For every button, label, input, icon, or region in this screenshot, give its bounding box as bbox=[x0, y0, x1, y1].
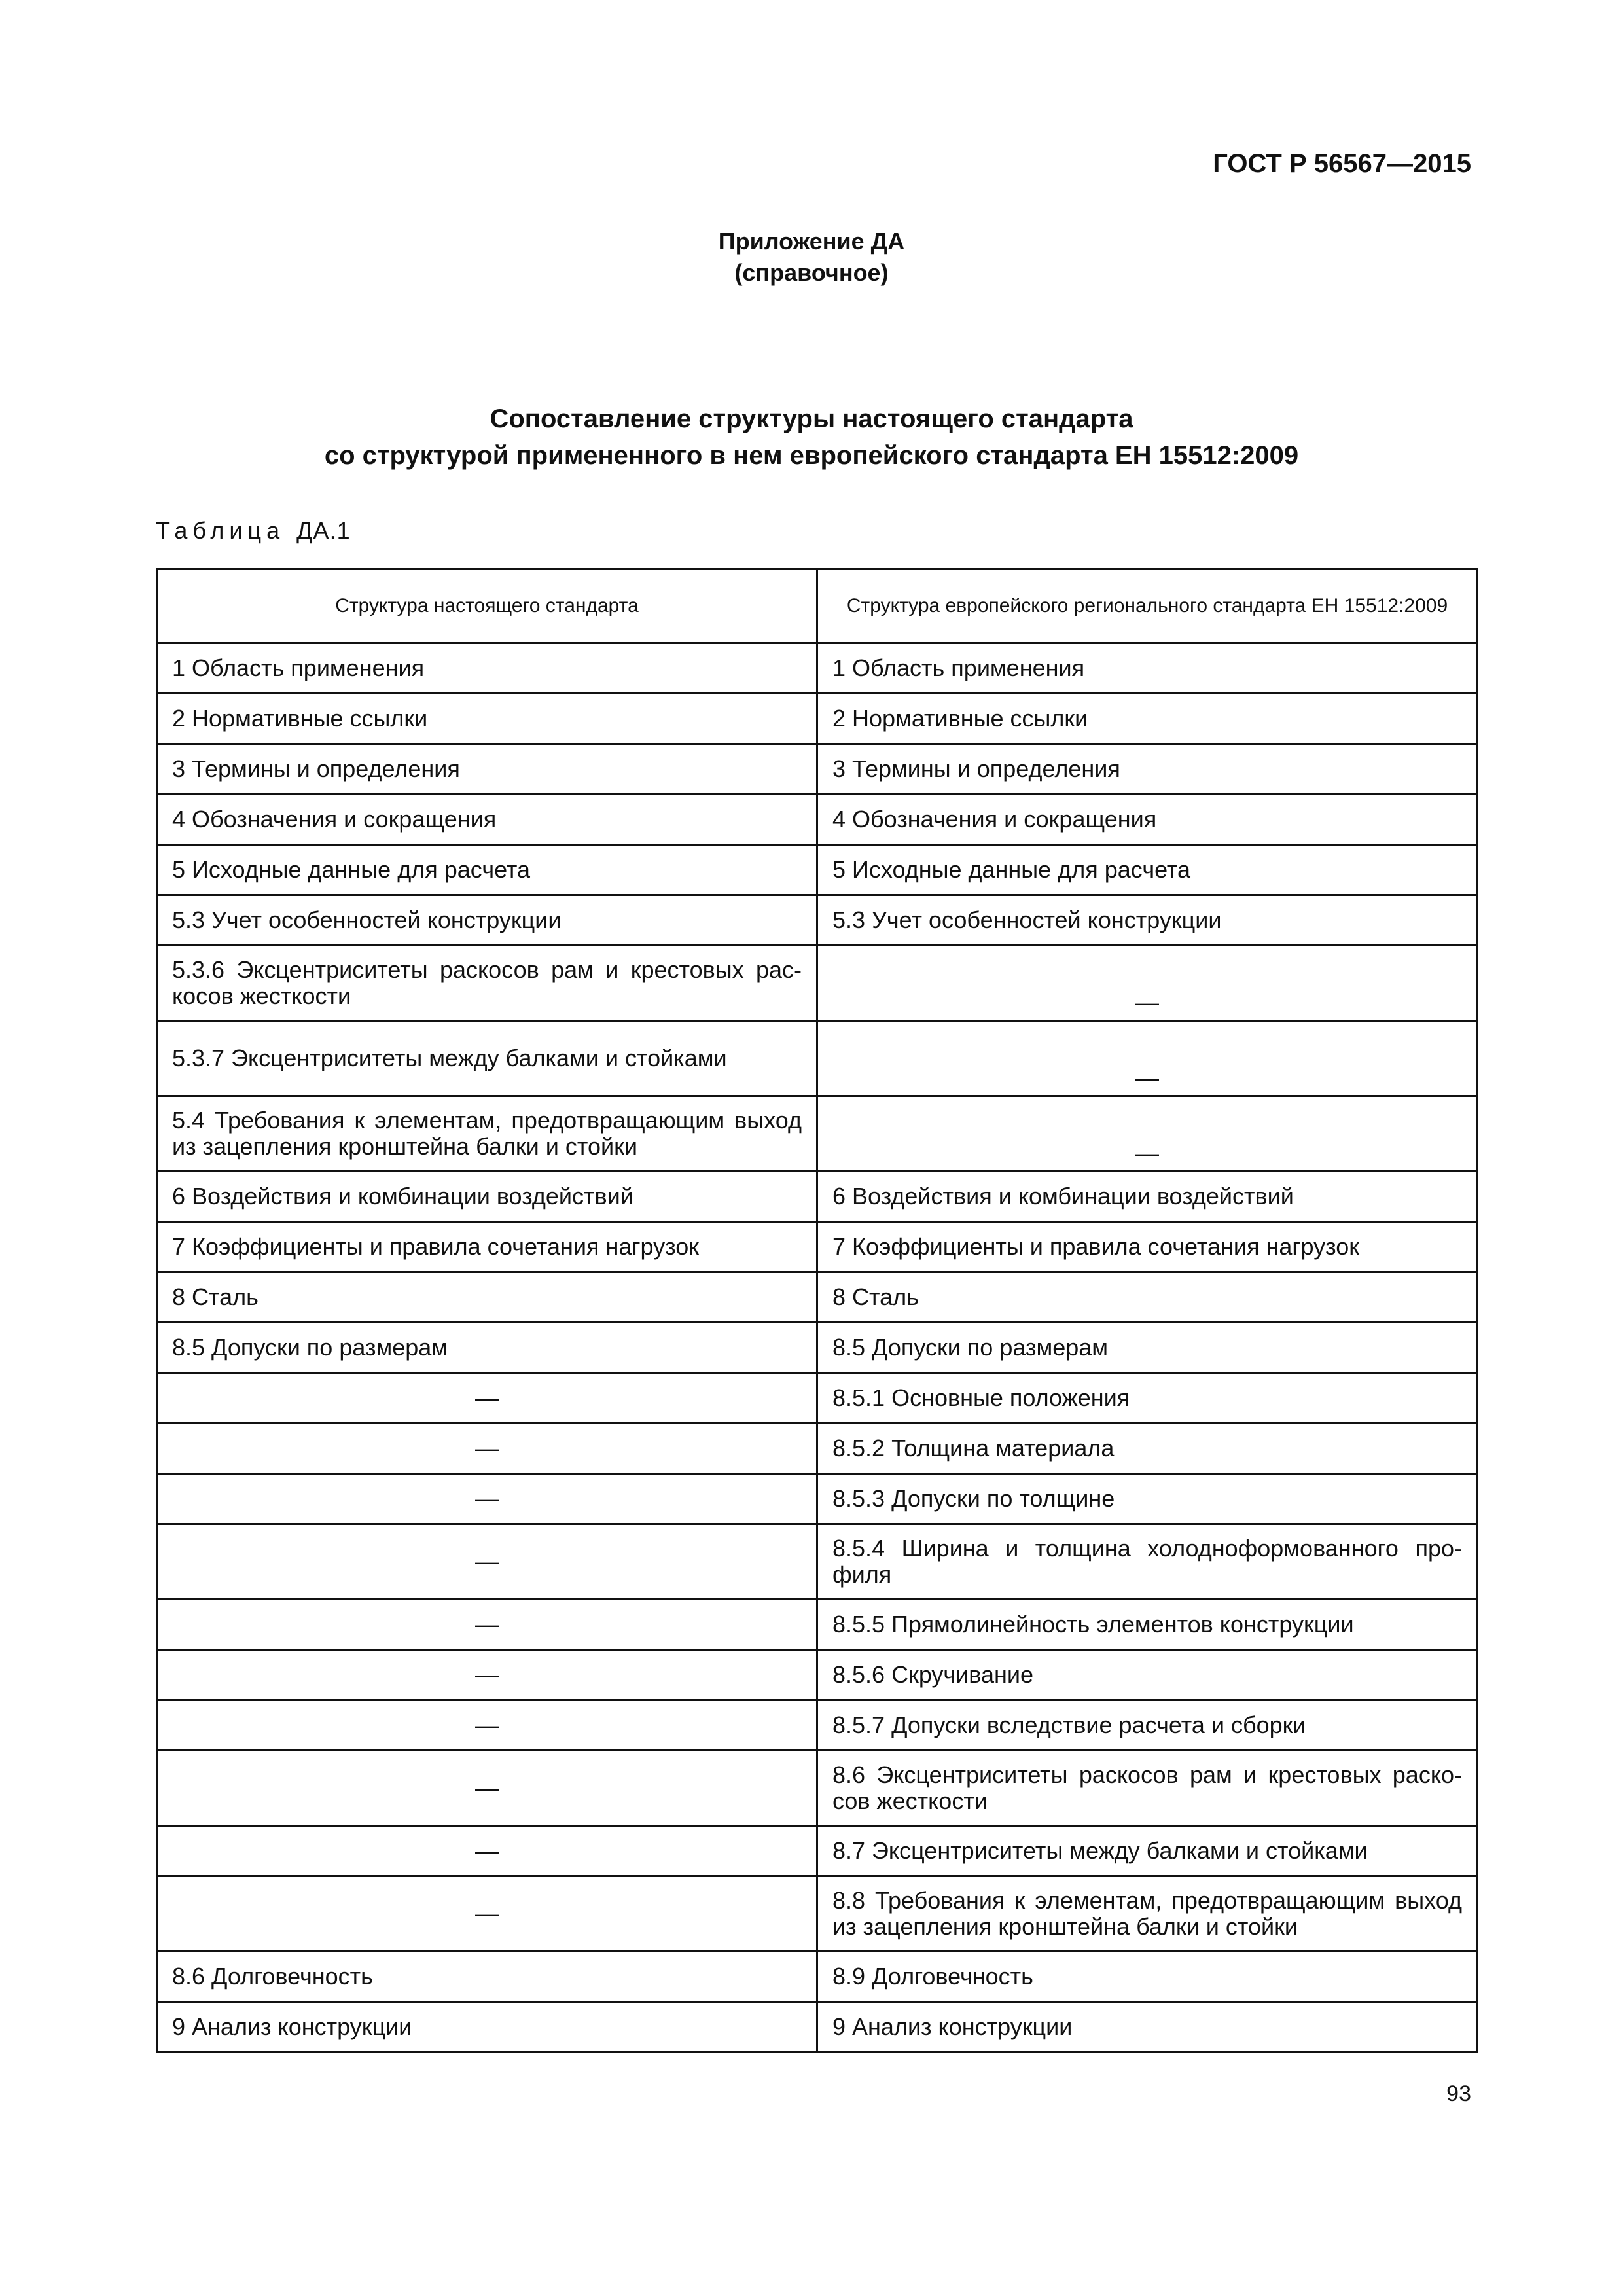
cell-current: 5.3.7 Эксцентриситеты между балками и стойками bbox=[157, 1021, 817, 1096]
cell-current: 8 Сталь bbox=[157, 1272, 817, 1323]
cell-current: 8.5 Допуски по размерам bbox=[157, 1323, 817, 1373]
cell-european: 9 Анализ конструкции bbox=[817, 2002, 1478, 2053]
cell-current: — bbox=[157, 1751, 817, 1826]
table-row bbox=[157, 1524, 1478, 1600]
table-row bbox=[157, 1876, 1478, 1952]
cell-european: 8.9 Долговечность bbox=[817, 1952, 1478, 2002]
cell-current: — bbox=[157, 1474, 817, 1524]
cell-current: — bbox=[157, 1373, 817, 1424]
cell-current: 5.4 Требования к элементам, предотвращающим выход из зацепления кронштейна балки и стойки bbox=[157, 1096, 817, 1172]
cell-current: 2 Нормативные ссылки bbox=[157, 694, 817, 744]
cell-european: 5 Исходные данные для расчета bbox=[817, 845, 1478, 895]
cell-current: 5.3.6 Эксцентриситеты раскосов рам и крестовых раскосов жесткости bbox=[157, 946, 817, 1021]
table-row bbox=[157, 1600, 1478, 1650]
table-row bbox=[157, 1373, 1478, 1424]
table-label-word: Таблица bbox=[156, 517, 285, 544]
table-row bbox=[157, 1700, 1478, 1751]
table-row bbox=[157, 1474, 1478, 1524]
cell-current: — bbox=[157, 1650, 817, 1700]
cell-european: 5.3 Учет особенностей конструкции bbox=[817, 895, 1478, 946]
appendix-title: Приложение ДА bbox=[718, 228, 905, 255]
cell-current: 1 Область применения bbox=[157, 643, 817, 694]
cell-european: 8.8 Требования к элементам, предотвращающим выход из зацепления кронштейна балки и стойки bbox=[817, 1876, 1478, 1952]
cell-european: 8.5.1 Основные положения bbox=[817, 1373, 1478, 1424]
cell-european: 3 Термины и определения bbox=[817, 744, 1478, 795]
cell-european: 8.5.7 Допуски вследствие расчета и сборки bbox=[817, 1700, 1478, 1751]
table-label bbox=[156, 517, 351, 545]
table-row bbox=[157, 895, 1478, 946]
document-code: ГОСТ Р 56567—2015 bbox=[1213, 149, 1471, 178]
table-row bbox=[157, 1650, 1478, 1700]
cell-european: 8 Сталь bbox=[817, 1272, 1478, 1323]
cell-european: 8.6 Эксцентриситеты раскосов рам и крестовых раскосов жесткости bbox=[817, 1751, 1478, 1826]
cell-current: 7 Коэффициенты и правила сочетания нагрузок bbox=[157, 1222, 817, 1272]
cell-current: — bbox=[157, 1700, 817, 1751]
document-title-line-2: со структурой примененного в нем европейского стандарта ЕН 15512:2009 bbox=[324, 441, 1299, 470]
cell-current: 5 Исходные данные для расчета bbox=[157, 845, 817, 895]
header-current-standard: Структура настоящего стандарта bbox=[157, 569, 817, 643]
cell-current: — bbox=[157, 1826, 817, 1876]
table-row bbox=[157, 1424, 1478, 1474]
cell-european: 7 Коэффициенты и правила сочетания нагрузок bbox=[817, 1222, 1478, 1272]
cell-current: — bbox=[157, 1524, 817, 1600]
table-row bbox=[157, 694, 1478, 744]
table-row bbox=[157, 1272, 1478, 1323]
table-row bbox=[157, 1096, 1478, 1172]
table-row bbox=[157, 1172, 1478, 1222]
cell-current: 3 Термины и определения bbox=[157, 744, 817, 795]
cell-european: 1 Область применения bbox=[817, 643, 1478, 694]
cell-european: 8.7 Эксцентриситеты между балками и стойками bbox=[817, 1826, 1478, 1876]
table-label-number: ДА.1 bbox=[296, 517, 351, 544]
cell-european: 6 Воздействия и комбинации воздействий bbox=[817, 1172, 1478, 1222]
table-row bbox=[157, 1021, 1478, 1096]
cell-current: 8.6 Долговечность bbox=[157, 1952, 817, 2002]
cell-european: — bbox=[817, 1021, 1478, 1096]
document-title bbox=[0, 401, 1623, 474]
header-european-standard: Структура европейского регионального стандарта ЕН 15512:2009 bbox=[817, 569, 1478, 643]
comparison-table bbox=[156, 568, 1478, 2053]
cell-european: — bbox=[817, 946, 1478, 1021]
cell-european: 8.5 Допуски по размерам bbox=[817, 1323, 1478, 1373]
cell-european: 8.5.2 Толщина материала bbox=[817, 1424, 1478, 1474]
cell-current: — bbox=[157, 1600, 817, 1650]
cell-european: — bbox=[817, 1096, 1478, 1172]
cell-european: 4 Обозначения и сокращения bbox=[817, 795, 1478, 845]
table-row bbox=[157, 1323, 1478, 1373]
cell-current: — bbox=[157, 1424, 817, 1474]
document-title-line-1: Сопоставление структуры настоящего стандарта bbox=[490, 404, 1133, 433]
cell-european: 8.5.3 Допуски по толщине bbox=[817, 1474, 1478, 1524]
table-row bbox=[157, 845, 1478, 895]
cell-european: 2 Нормативные ссылки bbox=[817, 694, 1478, 744]
table-row bbox=[157, 2002, 1478, 2053]
cell-current: 5.3 Учет особенностей конструкции bbox=[157, 895, 817, 946]
table-row bbox=[157, 795, 1478, 845]
cell-current: 6 Воздействия и комбинации воздействий bbox=[157, 1172, 817, 1222]
appendix-heading bbox=[0, 226, 1623, 289]
cell-european: 8.5.5 Прямолинейность элементов конструкции bbox=[817, 1600, 1478, 1650]
cell-european: 8.5.6 Скручивание bbox=[817, 1650, 1478, 1700]
page-number: 93 bbox=[1446, 2081, 1471, 2106]
table-row bbox=[157, 643, 1478, 694]
table-row bbox=[157, 1952, 1478, 2002]
table-header-row bbox=[157, 569, 1478, 643]
table-row bbox=[157, 1751, 1478, 1826]
cell-current: 9 Анализ конструкции bbox=[157, 2002, 817, 2053]
table-row bbox=[157, 946, 1478, 1021]
table-row bbox=[157, 1826, 1478, 1876]
appendix-subtitle: (справочное) bbox=[734, 259, 889, 286]
table-row bbox=[157, 744, 1478, 795]
table-row bbox=[157, 1222, 1478, 1272]
cell-european: 8.5.4 Ширина и толщина холоднoформованного профиля bbox=[817, 1524, 1478, 1600]
cell-current: — bbox=[157, 1876, 817, 1952]
cell-current: 4 Обозначения и сокращения bbox=[157, 795, 817, 845]
